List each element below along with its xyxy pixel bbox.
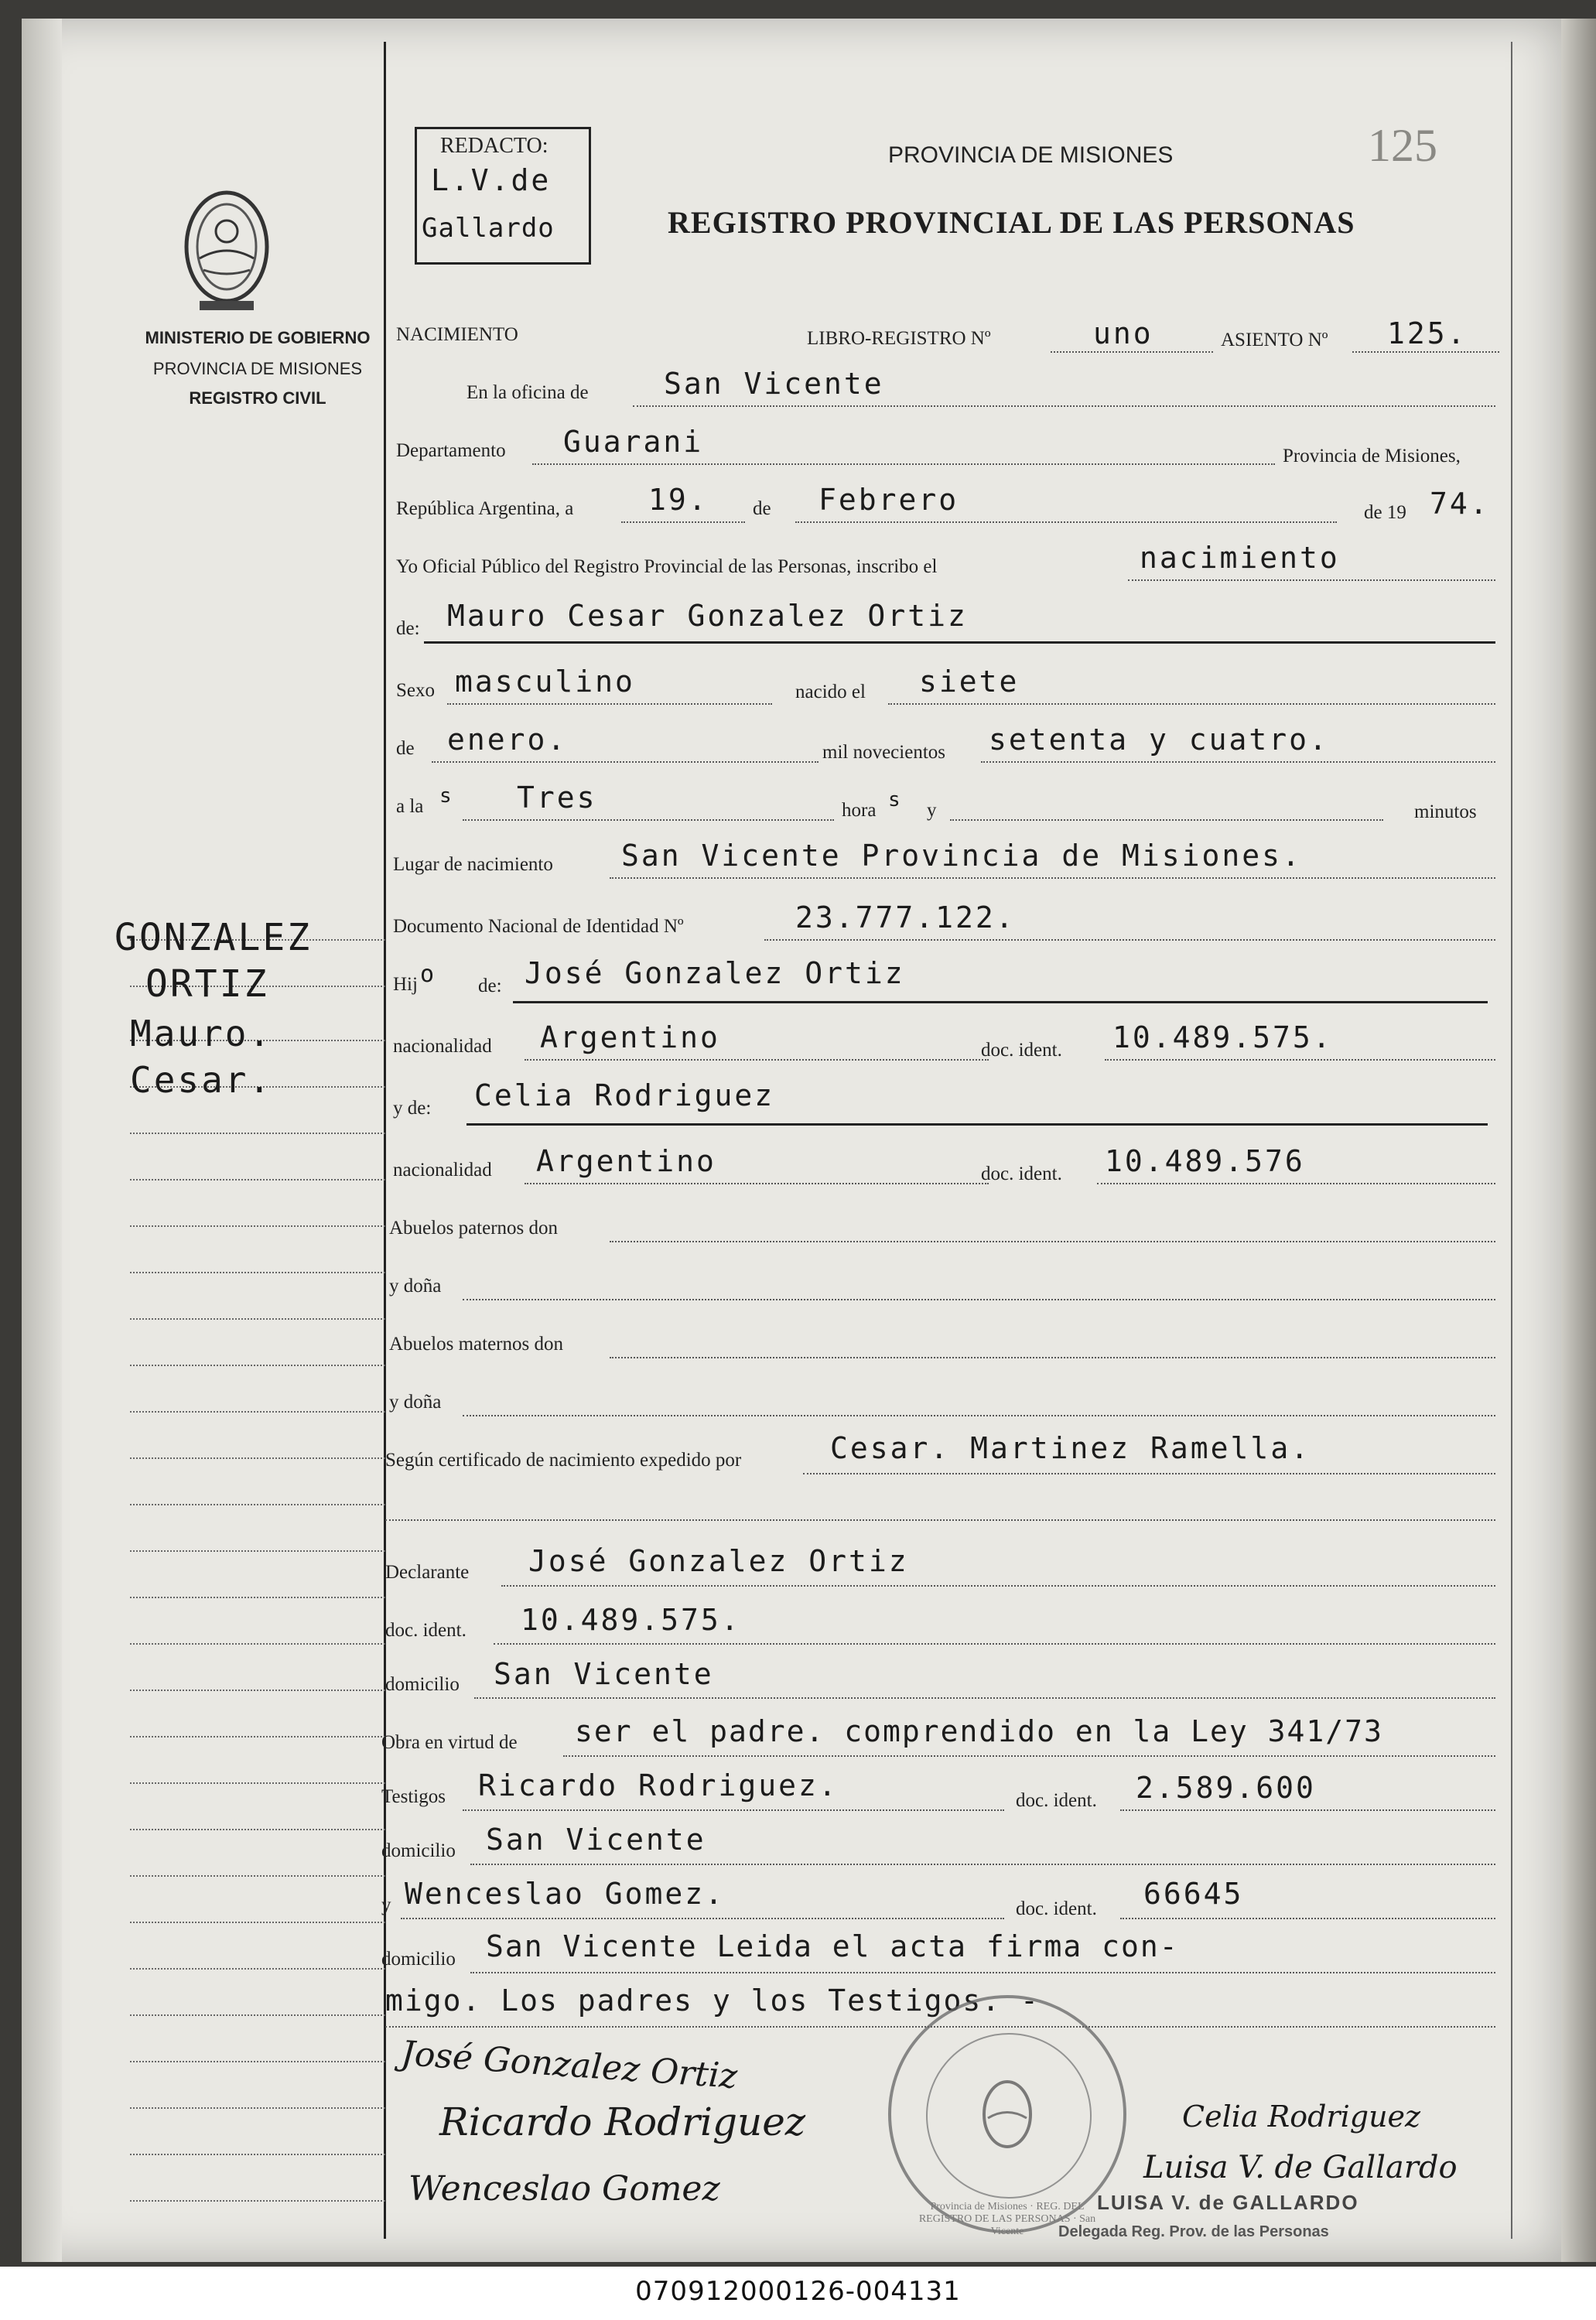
value-acto: nacimiento bbox=[1140, 541, 1340, 575]
label-y-dona2: y doña bbox=[389, 1392, 442, 1413]
officer-role: Delegada Reg. Prov. de las Personas bbox=[1058, 2223, 1329, 2240]
label-nacionalidad-madre: nacionalidad bbox=[393, 1160, 492, 1181]
value-dia: 19. bbox=[648, 483, 709, 517]
label-de-padre: de: bbox=[478, 975, 502, 996]
value-nacido-anio: setenta y cuatro. bbox=[989, 723, 1329, 757]
label-hijo: Hij bbox=[393, 974, 418, 995]
signature-oficial: Luisa V. de Gallardo bbox=[1143, 2150, 1458, 2185]
value-oficina: San Vicente bbox=[664, 367, 884, 401]
value-padre-doc: 10.489.575. bbox=[1112, 1020, 1333, 1054]
value-dni: 23.777.122. bbox=[795, 900, 1016, 934]
label-domicilio-testigo2: domicilio bbox=[381, 1949, 456, 1970]
label-abuelos-maternos: Abuelos maternos don bbox=[389, 1334, 563, 1355]
ministry-line2: PROVINCIA DE MISIONES bbox=[152, 359, 363, 378]
label-doc-padre: doc. ident. bbox=[981, 1040, 1062, 1061]
value-obra: ser el padre. comprendido en la Ley 341/73 bbox=[575, 1714, 1383, 1748]
coat-of-arms-icon bbox=[176, 185, 277, 316]
redacto-label: REDACTO: bbox=[440, 134, 549, 158]
margin-firstname: Mauro. bbox=[130, 1013, 273, 1054]
label-de-anio: de 19 bbox=[1364, 502, 1406, 523]
label-y-minutos: y bbox=[927, 800, 937, 821]
footer-id: 070912000126-004131 bbox=[635, 2276, 961, 2307]
signature-testigo2: Wenceslao Gomez bbox=[408, 2169, 720, 2209]
label-libro: LIBRO-REGISTRO Nº bbox=[807, 328, 991, 349]
label-abuelos-paternos: Abuelos paternos don bbox=[389, 1218, 559, 1239]
value-padre-nacionalidad: Argentino bbox=[540, 1020, 720, 1054]
label-dni: Documento Nacional de Identidad Nº bbox=[393, 916, 684, 937]
label-minutos: minutos bbox=[1414, 801, 1477, 822]
province-heading: PROVINCIA DE MISIONES bbox=[888, 142, 1174, 168]
label-y-dona1: y doña bbox=[389, 1276, 442, 1297]
value-declarante-doc: 10.489.575. bbox=[521, 1603, 741, 1637]
label-hora: hora bbox=[842, 800, 877, 821]
redacto-box bbox=[415, 127, 591, 265]
value-testigo2-domicilio: San Vicente Leida el acta firma con- bbox=[486, 1929, 1179, 1963]
margin-surname: GONZALEZ bbox=[114, 916, 313, 959]
label-republica: República Argentina, a bbox=[396, 498, 574, 519]
label-doc-madre: doc. ident. bbox=[981, 1163, 1062, 1184]
label-y-testigo: y bbox=[381, 1895, 391, 1915]
label-nacionalidad-padre: nacionalidad bbox=[393, 1036, 492, 1057]
label-a-la: a la bbox=[396, 796, 424, 817]
footer-bar bbox=[0, 2267, 1596, 2320]
value-madre: Celia Rodriguez bbox=[474, 1078, 775, 1112]
value-mes: Febrero bbox=[819, 483, 959, 517]
value-nacido-dia: siete bbox=[919, 665, 1020, 699]
official-stamp bbox=[888, 1995, 1126, 2237]
label-testigos: Testigos bbox=[381, 1786, 446, 1807]
value-libro: uno bbox=[1093, 316, 1153, 350]
label-sexo: Sexo bbox=[396, 680, 435, 701]
value-nacido-mes: enero. bbox=[447, 723, 568, 757]
label-obra: Obra en virtud de bbox=[381, 1732, 518, 1753]
signature-madre: Celia Rodriguez bbox=[1182, 2100, 1421, 2134]
value-horas: Tres bbox=[517, 781, 597, 815]
value-madre-nacionalidad: Argentino bbox=[536, 1144, 716, 1178]
label-doc-testigo1: doc. ident. bbox=[1016, 1790, 1097, 1811]
label-domicilio-testigo1: domicilio bbox=[381, 1840, 456, 1861]
value-padre: José Gonzalez Ortiz bbox=[525, 956, 905, 990]
signature-padre: José Gonzalez Ortiz bbox=[399, 2033, 739, 2097]
signature-testigo1: Ricardo Rodriguez bbox=[439, 2100, 806, 2144]
value-testigo1-domicilio: San Vicente bbox=[486, 1823, 706, 1857]
label-domicilio-declarante: domicilio bbox=[385, 1674, 460, 1695]
value-declarante-domicilio: San Vicente bbox=[494, 1657, 714, 1691]
value-madre-doc: 10.489.576 bbox=[1105, 1144, 1305, 1178]
value-testigo2-doc: 66645 bbox=[1143, 1877, 1244, 1911]
right-border bbox=[1511, 42, 1512, 2239]
ministry-line1: MINISTERIO DE GOBIERNO bbox=[145, 328, 371, 347]
label-asiento: ASIENTO Nº bbox=[1221, 330, 1328, 350]
label-oficina: En la oficina de bbox=[466, 382, 589, 403]
margin-surname2: ORTIZ bbox=[145, 962, 269, 1006]
label-de-nombre: de: bbox=[396, 618, 420, 639]
label-nacido-el: nacido el bbox=[795, 682, 866, 702]
label-certificado: Según certificado de nacimiento expedido por bbox=[385, 1450, 742, 1471]
label-lugar: Lugar de nacimiento bbox=[393, 854, 553, 875]
value-continuacion: migo. Los padres y los Testigos. - bbox=[385, 1983, 1040, 2018]
value-nombre: Mauro Cesar Gonzalez Ortiz bbox=[447, 599, 968, 633]
label-nacimiento: NACIMIENTO bbox=[396, 324, 518, 345]
label-provincia: Provincia de Misiones, bbox=[1283, 446, 1461, 466]
value-testigo2: Wenceslao Gomez. bbox=[405, 1877, 726, 1911]
value-a-la-s: s bbox=[439, 784, 454, 808]
officer-name: LUISA V. de GALLARDO bbox=[1097, 2191, 1359, 2214]
value-declarante: José Gonzalez Ortiz bbox=[528, 1544, 909, 1578]
value-testigo1: Ricardo Rodriguez. bbox=[478, 1768, 839, 1802]
label-doc-testigo2: doc. ident. bbox=[1016, 1898, 1097, 1919]
label-mil-novecientos: mil novecientos bbox=[822, 742, 945, 763]
value-lugar: San Vicente Provincia de Misiones. bbox=[621, 839, 1302, 873]
value-hijo-o: o bbox=[420, 961, 437, 988]
label-declarante: Declarante bbox=[385, 1562, 470, 1583]
redacto-line2: Gallardo bbox=[422, 213, 555, 244]
page-number: 125 bbox=[1368, 120, 1437, 171]
stamp-emblem-icon bbox=[972, 2076, 1042, 2153]
registry-title: REGISTRO PROVINCIAL DE LAS PERSONAS bbox=[668, 205, 1355, 240]
label-y-de: y de: bbox=[393, 1098, 432, 1119]
value-sexo: masculino bbox=[455, 665, 635, 699]
value-hora-s: s bbox=[888, 788, 903, 811]
value-certificado: Cesar. Martinez Ramella. bbox=[830, 1431, 1311, 1465]
label-departamento: Departamento bbox=[396, 440, 506, 461]
value-asiento: 125. bbox=[1387, 316, 1468, 350]
value-testigo1-doc: 2.589.600 bbox=[1136, 1771, 1316, 1805]
label-de-mes2: de bbox=[396, 738, 415, 759]
value-anio: 74. bbox=[1430, 487, 1490, 521]
margin-secondname: Cesar. bbox=[130, 1059, 273, 1101]
value-departamento: Guarani bbox=[563, 425, 704, 459]
label-doc-declarante: doc. ident. bbox=[385, 1620, 466, 1641]
stamp-text: Provincia de Misiones · REG. DEL REGISTRO DE LAS PERSONAS · San Vicente bbox=[918, 2201, 1096, 2237]
page-edge bbox=[1561, 19, 1596, 2262]
book-spine bbox=[22, 19, 62, 2262]
label-de-mes: de bbox=[753, 498, 771, 519]
redacto-line1: L.V.de bbox=[431, 163, 552, 197]
document-page bbox=[22, 19, 1561, 2262]
label-yo-oficial: Yo Oficial Público del Registro Provincial de las Personas, inscribo el bbox=[396, 556, 938, 577]
ministry-line3: REGISTRO CIVIL bbox=[189, 388, 326, 408]
